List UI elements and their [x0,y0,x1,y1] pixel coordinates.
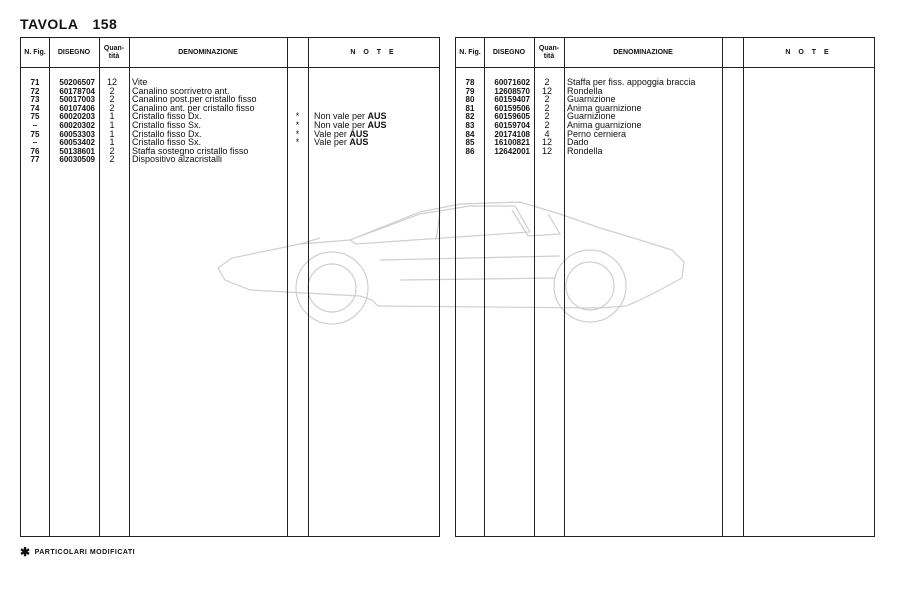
table-row [456,78,874,87]
note-asterisk: * [295,137,300,148]
part-number: 60020302 [59,120,95,130]
description: Anima guarnizione [567,119,642,130]
note-asterisk: * [295,128,300,139]
fig-number: 74 [30,103,40,113]
table-row [21,78,439,87]
part-number: 60053303 [59,129,95,139]
table-row [456,95,874,104]
fig-number: 86 [465,146,475,156]
part-number: 12642001 [494,146,530,156]
fig-number: 72 [30,86,40,96]
quantity: 12 [541,85,552,96]
fig-number: 83 [465,120,475,130]
fig-number: 71 [30,78,40,87]
part-number: 50138601 [59,146,95,156]
quantity: 2 [109,94,115,105]
part-number: 60030509 [59,155,95,165]
table-row [456,87,874,96]
note-label: Vale per [314,137,347,148]
part-number: 60159407 [494,95,530,105]
part-number: 60053402 [59,138,95,148]
fig-number: 76 [30,146,40,156]
quantity: 1 [109,111,115,122]
fig-number: 75 [30,129,40,139]
fig-number: 80 [465,95,475,105]
description: Cristallo fisso Sx. [132,119,202,130]
title-number: 158 [92,16,118,32]
col-qty: Quan- tità [103,44,125,60]
fig-number: 75 [30,112,40,122]
quantity: 12 [541,145,552,156]
quantity: 2 [544,111,550,122]
fig-number: 85 [465,138,475,148]
part-number: 12608570 [494,86,530,96]
col-fig: N. Fig. [24,48,46,56]
right-parts-table [455,37,875,537]
part-number: 60071602 [494,78,530,87]
description: Guarnizione [567,111,616,122]
note-asterisk: * [295,111,300,122]
col-fig: N. Fig. [459,48,481,56]
description: Cristallo fisso Dx. [132,128,202,139]
part-number: 20174108 [494,129,530,139]
note-label: Non vale per [314,119,366,130]
note-country: AUS [367,119,387,130]
col-note: N O T E [785,48,832,56]
left-parts-table [20,37,440,537]
description: Cristallo fisso Dx. [132,111,202,122]
description: Staffa sostegno cristallo fisso [132,145,249,156]
note-label: Non vale per [314,111,366,122]
part-number: 60178704 [59,86,95,96]
table-row [21,130,439,139]
description: Rondella [567,85,603,96]
note-asterisk: * [295,119,300,130]
quantity: 1 [109,137,115,148]
table-row [456,130,874,139]
col-denom: DENOMINAZIONE [613,48,673,56]
fig-number: 73 [30,95,40,105]
footer-text: PARTICOLARI MODIFICATI [34,549,136,556]
quantity: 1 [109,128,115,139]
description: Dado [567,137,589,148]
right-rows [456,78,874,155]
part-number: 50017003 [59,95,95,105]
title-label: TAVOLA [20,16,79,32]
fig-number: 81 [465,103,475,113]
part-number: 50206507 [59,78,95,87]
quantity: 4 [544,128,550,139]
table-row [21,147,439,156]
footer-legend [20,545,135,559]
quantity: 2 [544,102,550,113]
left-rows [21,78,439,164]
part-number: 60159704 [494,120,530,130]
table-row [21,155,439,164]
quantity: 1 [109,119,115,130]
fig-number: 79 [465,86,475,96]
note-country: AUS [349,128,369,139]
fig-number: – [32,138,38,148]
col-disegno: DISEGNO [57,48,91,56]
description: Canalino ant. per cristallo fisso [132,102,255,113]
quantity: 12 [541,137,552,148]
col-qty: Quan- tità [538,44,560,60]
quantity: 2 [109,85,115,96]
description: Staffa per fiss. appoggia braccia [567,77,696,87]
table-row [21,121,439,130]
table-row [456,121,874,130]
description: Vite [132,77,148,87]
part-number: 60107406 [59,103,95,113]
table-row [456,104,874,113]
part-number: 16100821 [494,138,530,148]
part-number: 60159605 [494,112,530,122]
page-title [20,16,131,32]
col-denom: DENOMINAZIONE [178,48,238,56]
description: Canalino scorrivetro ant. [132,85,230,96]
note-label: Vale per [314,128,347,139]
part-number: 60020203 [59,112,95,122]
quantity: 2 [544,77,550,87]
description: Rondella [567,145,603,156]
note-country: AUS [349,137,369,148]
description: Guarnizione [567,94,616,105]
table-row [456,112,874,121]
description: Cristallo fisso Sx. [132,137,202,148]
table-row [456,138,874,147]
description: Canalino post.per cristallo fisso [132,94,257,105]
description: Perno cerniera [567,128,627,139]
col-disegno: DISEGNO [492,48,526,56]
quantity: 2 [544,119,550,130]
asterisk-icon: ✱ [20,545,31,559]
quantity: 12 [106,77,117,87]
col-note: N O T E [350,48,397,56]
fig-number: 77 [30,155,40,165]
quantity: 2 [109,102,115,113]
quantity: 2 [544,94,550,105]
fig-number: 78 [465,78,475,87]
description: Dispositivo alzacristalli [132,154,223,165]
quantity: 2 [109,154,115,165]
quantity: 2 [109,145,115,156]
note-country: AUS [367,111,387,122]
part-number: 60159506 [494,103,530,113]
table-row [456,147,874,156]
fig-number: 82 [465,112,475,122]
fig-number: 84 [465,129,475,139]
description: Anima guarnizione [567,102,642,113]
fig-number: – [32,120,38,130]
